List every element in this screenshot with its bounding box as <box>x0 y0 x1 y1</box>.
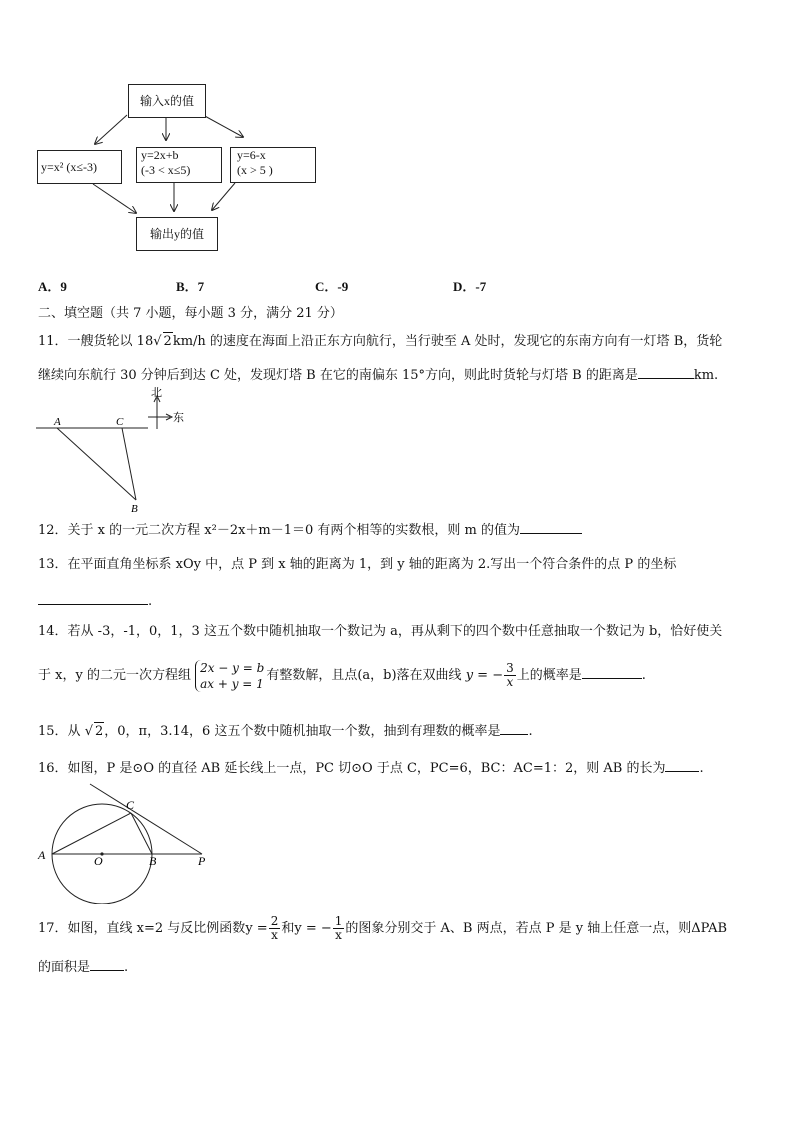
flow-branch1-box <box>37 150 122 184</box>
option-a: A．9 <box>38 279 67 294</box>
q17-text-mid: 和 <box>281 921 295 936</box>
q12-text: 关于 x 的一元二次方程 x²－2x＋m－1＝0 有两个相等的实数根，则 m 的值为 <box>67 523 521 538</box>
q12-number: 12． <box>38 523 68 538</box>
q15-answer-blank[interactable] <box>500 721 528 735</box>
q15-text-b: ，0，π，3.14，6 这五个数中随机抽取一个数，抽到有理数的概率是 <box>104 724 501 739</box>
q11-point-b: B <box>131 503 138 514</box>
q16-answer-blank[interactable] <box>665 758 699 772</box>
q11-text-c: 继续向东航行 30 分钟后到达 C 处，发现灯塔 B 在它的南偏东 15°方向，则此时货轮与灯塔 B 的距离是 <box>38 368 638 383</box>
q15-line: 15．从 √ 2，0，π，3.14，6 这五个数中随机抽取一个数，抽到有理数的概率是 . <box>38 721 533 741</box>
q14-text-b: 于 x，y 的二元一次方程组 <box>38 668 191 683</box>
q14-eq1: 2x − y = b <box>200 660 265 675</box>
q11-point-c: C <box>116 416 124 428</box>
q16-line <box>38 758 704 778</box>
q15-number: 15． <box>38 724 68 739</box>
q17-end: . <box>124 960 129 975</box>
q16-figure <box>30 782 230 904</box>
q16-end: . <box>699 761 704 776</box>
q11-figure <box>30 384 200 514</box>
flow-output-box <box>136 217 218 251</box>
q17-func1-lhs: y = <box>245 921 268 936</box>
q11-number: 11． <box>38 334 68 349</box>
q17-text-b: 的图象分别交于 A、B 两点，若点 P 是 y 轴上任意一点，则ΔPAB <box>345 921 728 936</box>
flow-branch3-line2: (x > 5 ) <box>237 163 273 177</box>
flow-branch3-box <box>230 147 316 183</box>
q13-answer-blank[interactable] <box>38 591 148 605</box>
q11-answer-blank[interactable] <box>638 365 694 379</box>
flow-input-label: 输入x的值 <box>139 94 194 108</box>
q14-text-c: 有整数解，且点(a，b)落在双曲线 <box>266 668 462 683</box>
q17-func1-den: x <box>271 928 278 942</box>
flow-branch2-box <box>136 147 222 183</box>
q17-func2-num: 1 <box>334 914 343 928</box>
q16-text: 如图，P 是⊙O 的直径 AB 延长线上一点，PC 切⊙O 于点 C，PC=6，BC：AC=1：2，则 AB 的长为 <box>67 761 666 776</box>
q16-number: 16． <box>38 761 68 776</box>
q12-line <box>38 520 582 540</box>
q14-text-a: 若从 -3，-1，0，1，3 这五个数中随机抽取一个数记为 a，再从剩下的四个数中任意抽取一个数记为 b，恰好使关 <box>67 624 723 639</box>
q13-line <box>38 556 676 574</box>
q11-text-a: 一艘货轮以 18 <box>67 334 154 349</box>
q16-point-a: A <box>38 848 46 862</box>
q17-line2 <box>38 957 128 977</box>
q14-frac-den: x <box>506 675 514 689</box>
q14-line1 <box>38 623 722 641</box>
q14-hyperbola-lhs: y = − <box>465 668 504 683</box>
q11-text-b: km/h 的速度在海面上沿正东方向航行，当行驶至 A 处时，发现它的东南方向有一灯塔 B，货轮 <box>172 334 723 349</box>
q17-func2-fraction <box>333 915 345 942</box>
q11-north-label: 北 <box>151 387 162 399</box>
q14-answer-blank[interactable] <box>582 665 642 679</box>
q14-end: . <box>641 668 646 683</box>
flow-branch2-line2: (-3 < x≤5) <box>141 163 191 177</box>
q17-func2-lhs: y = − <box>294 921 332 936</box>
q17-text-a: 如图，直线 x=2 与反比例函数 <box>67 921 246 936</box>
flow-input-box <box>128 84 206 118</box>
q14-eq2: ax + y = 1 <box>200 676 264 691</box>
q17-func1-fraction <box>269 915 281 942</box>
q17-text-c: 的面积是 <box>38 960 91 975</box>
q14-hyperbola-fraction <box>504 662 516 689</box>
q15-sqrt: 2 <box>95 724 104 739</box>
q16-point-b: B <box>149 854 157 868</box>
q14-frac-num: 3 <box>506 661 514 675</box>
q16-point-p: P <box>198 854 206 868</box>
q13-end: . <box>148 594 153 609</box>
option-d: D．-7 <box>453 279 487 294</box>
section-title: 二、填空题（共 7 小题，每小题 3 分，满分 21 分） <box>38 306 343 321</box>
flow-branch2-line1: y=2x+b <box>141 148 179 162</box>
q11-point-a: A <box>54 416 61 428</box>
q11-sqrt: 2 <box>163 334 172 349</box>
q11-line2 <box>38 365 718 385</box>
q13-number: 13． <box>38 557 68 572</box>
q16-point-c: C <box>126 798 135 812</box>
q17-answer-blank[interactable] <box>90 957 124 971</box>
q14-number: 14． <box>38 624 68 639</box>
flow-branch3-line1: y=6-x <box>237 148 266 162</box>
q13-answer-line <box>38 591 152 611</box>
q15-end: . <box>528 724 533 739</box>
option-c: C．-9 <box>315 279 349 294</box>
q11-line1: 11．一艘货轮以 18√ 2km/h 的速度在海面上沿正东方向航行，当行驶至 A 处时，发现它的东南方向有一灯塔 B，货轮 <box>38 334 723 349</box>
q12-answer-blank[interactable] <box>520 520 582 534</box>
q11-east-label: 东 <box>173 412 184 424</box>
flow-output-label: 输出y的值 <box>149 227 204 241</box>
option-b: B．7 <box>176 279 205 294</box>
q11-unit: km. <box>693 368 719 383</box>
q17-line1 <box>38 912 727 946</box>
q17-func1-num: 2 <box>270 914 279 928</box>
q14-equation-system <box>195 660 264 692</box>
q17-func2-den: x <box>335 928 342 942</box>
flowchart-arrows <box>0 0 794 260</box>
q17-number: 17． <box>38 921 68 936</box>
q13-text: 在平面直角坐标系 xOy 中，点 P 到 x 轴的距离为 1，到 y 轴的距离为 2.写出一个符合条件的点 P 的坐标 <box>67 557 677 572</box>
q14-line2 <box>38 658 646 694</box>
q16-point-o: O <box>94 854 103 868</box>
q15-text-a: 从 <box>67 724 81 739</box>
flow-branch1-label: y=x² (x≤-3) <box>41 160 97 174</box>
q14-text-d: 上的概率是 <box>516 668 582 683</box>
